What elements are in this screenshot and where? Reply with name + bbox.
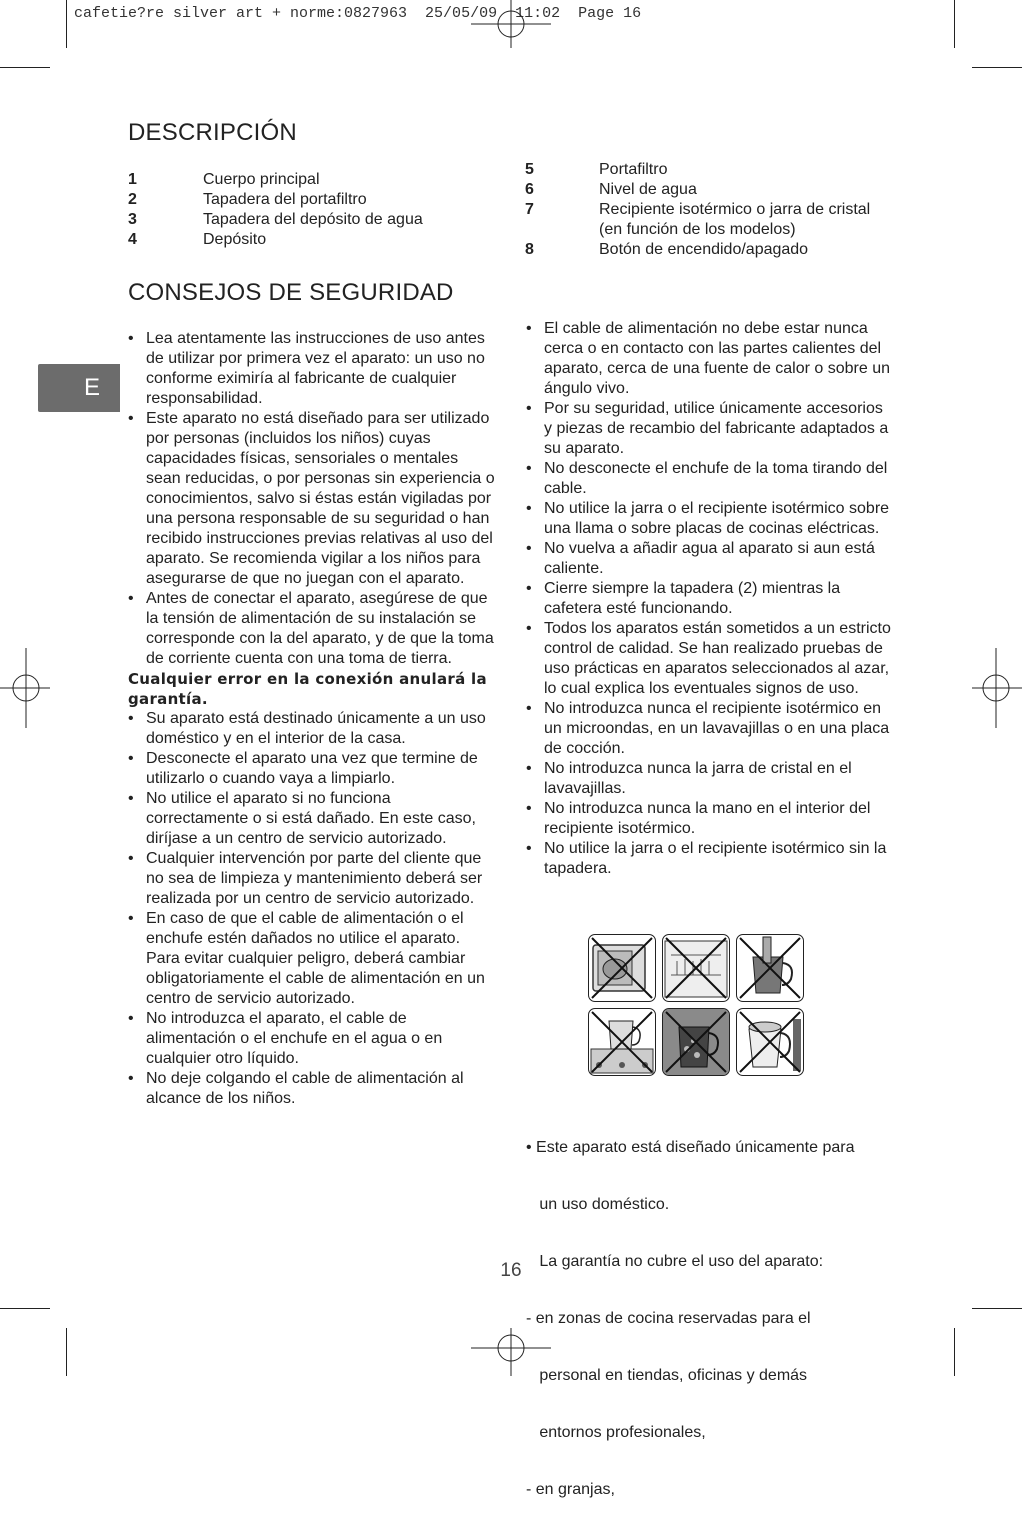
list-item: • No utilice el aparato si no funciona correctamente o si está dañado. En este caso, diríjase a un centro de servicio autorizado. xyxy=(128,789,496,849)
list-item xyxy=(128,190,488,210)
list-item: • Cualquier intervención por parte del cliente que no sea de limpieza y mantenimiento deberá ser realizada por un centro de servicio autorizado. xyxy=(128,849,496,909)
item-number: 1 xyxy=(128,171,137,188)
list-item: • No deje colgando el cable de alimentación al alcance de los niños. xyxy=(128,1069,496,1109)
description-list-right xyxy=(525,160,895,260)
list-item: • No utilice la jarra o el recipiente isotérmico sobre una llama o sobre placas de cocinas eléctricas. xyxy=(526,499,894,539)
note-line: un uso doméstico. xyxy=(526,1196,670,1213)
registration-mark-icon xyxy=(0,648,50,728)
list-item: • El cable de alimentación no debe estar nunca cerca o en contacto con las partes calientes del aparato, cerca de una fuente de calor o sobre un ángulo vivo. xyxy=(526,319,894,399)
item-number: 2 xyxy=(128,191,137,208)
note-line: - en zonas de cocina reservadas para el xyxy=(526,1310,811,1327)
language-tab: E xyxy=(38,364,120,412)
crop-mark xyxy=(954,1328,955,1376)
list-item: • Por su seguridad, utilice únicamente accesorios y piezas de recambio del fabricante adaptados a su aparato. xyxy=(526,399,894,459)
list-item xyxy=(128,230,488,250)
safety-right-column xyxy=(526,319,894,879)
list-item xyxy=(525,180,895,200)
crop-mark xyxy=(0,1308,50,1309)
list-item: • Cierre siempre la tapadera (2) mientras la cafetera esté funcionando. xyxy=(526,579,894,619)
item-number: 5 xyxy=(525,161,534,178)
safety-title: CONSEJOS DE SEGURIDAD xyxy=(128,279,454,306)
description-title: DESCRIPCIÓN xyxy=(128,119,297,146)
note-line: entornos profesionales, xyxy=(526,1424,706,1441)
description-list-left xyxy=(128,170,488,250)
list-item: • Desconecte el aparato una vez que termine de utilizarlo o cuando vaya a limpiarlo. xyxy=(128,749,496,789)
domestic-use-note xyxy=(526,1100,906,1518)
list-item: • No introduzca el aparato, el cable de alimentación o el enchufe en el agua o en cualquier otro líquido. xyxy=(128,1009,496,1069)
list-item xyxy=(525,240,895,260)
note-line: personal en tiendas, oficinas y demás xyxy=(526,1367,808,1384)
list-item xyxy=(525,160,895,180)
list-item: • Su aparato está destinado únicamente a un uso doméstico y en el interior de la casa. xyxy=(128,709,496,749)
list-item: • Lea atentamente las instrucciones de uso antes de utilizar por primera vez el aparato: un uso no conforme eximiría al fabricante de cualquier responsabilidad. xyxy=(128,329,496,409)
crop-mark xyxy=(972,67,1022,68)
item-number: 7 xyxy=(525,201,534,218)
list-item: • Todos los aparatos están sometidos a un estricto control de calidad. Se han realizado pruebas de uso prácticas en aparatos seleccionados al azar, lo cual explica los eventuales signos de uso. xyxy=(526,619,894,699)
item-label: Botón de encendido/apagado xyxy=(599,241,809,258)
crop-mark xyxy=(954,0,955,48)
list-item: • En caso de que el cable de alimentación o el enchufe estén dañados no utilice el aparato. Para evitar cualquier peligro, deberá cambiar obligatoriamente el cable de alimentación en un centro de servicio autorizado. xyxy=(128,909,496,1009)
note-line: La garantía no cubre el uso del aparato: xyxy=(526,1253,824,1270)
item-label: Tapadera del portafiltro xyxy=(203,191,367,208)
list-item xyxy=(525,200,895,240)
jug-without-lid-prohibited-icon xyxy=(736,1008,804,1076)
print-slug: cafetie?re silver art + norme:0827963 25/05/09 11:02 Page 16 xyxy=(74,5,642,22)
glass-jug-dishwasher-prohibited-icon xyxy=(662,1008,730,1076)
crop-mark xyxy=(66,1328,67,1376)
item-label: Portafiltro xyxy=(599,161,668,178)
microwave-prohibited-icon xyxy=(588,934,656,1002)
list-item: • No desconecte el enchufe de la toma tirando del cable. xyxy=(526,459,894,499)
item-label: Tapadera del depósito de agua xyxy=(203,211,423,228)
item-label: Cuerpo principal xyxy=(203,171,320,188)
safety-left-column xyxy=(128,329,496,1109)
item-number: 4 xyxy=(128,231,137,248)
note-line: • Este aparato está diseñado únicamente para xyxy=(526,1139,855,1156)
item-number: 6 xyxy=(525,181,534,198)
stove-prohibited-icon xyxy=(588,1008,656,1076)
crop-mark xyxy=(0,67,50,68)
item-label: Recipiente isotérmico o jarra de cristal (en función de los modelos) xyxy=(599,201,871,238)
dishwasher-prohibited-icon xyxy=(662,934,730,1002)
crop-mark xyxy=(972,1308,1022,1309)
note-line: - en granjas, xyxy=(526,1481,615,1498)
hand-in-jug-prohibited-icon xyxy=(736,934,804,1002)
list-item xyxy=(128,210,488,230)
list-item: • No utilice la jarra o el recipiente isotérmico sin la tapadera. xyxy=(526,839,894,879)
list-item xyxy=(128,170,488,190)
list-item: • No introduzca nunca la jarra de cristal en el lavavajillas. xyxy=(526,759,894,799)
item-label: Depósito xyxy=(203,231,267,248)
list-item: • Antes de conectar el aparato, asegúrese de que la tensión de alimentación de su instalación se corresponde con la del aparato, y de que la toma de corriente cuenta con una toma de tierra. xyxy=(128,589,496,669)
warranty-warning: Cualquier error en la conexión anulará la garantía. xyxy=(128,670,487,708)
list-item: • No introduzca nunca el recipiente isotérmico en un microondas, en un lavavajillas o en una placa de cocción. xyxy=(526,699,894,759)
list-item: • No introduzca nunca la mano en el interior del recipiente isotérmico. xyxy=(526,799,894,839)
item-number: 3 xyxy=(128,211,137,228)
registration-mark-icon xyxy=(471,0,551,48)
list-item: • Este aparato no está diseñado para ser utilizado por personas (incluidos los niños) cuyas capacidades físicas, sensoriales o mentales sean reducidas, o por personas sin experiencia o conocimientos, salvo si éstas están vigiladas por una persona responsable de su seguridad o han recibido instrucciones previas relativas al uso del aparato. Se recomienda vigilar a los niños para asegurarse de que no juegan con el aparato. xyxy=(128,409,496,589)
list-item: • No vuelva a añadir agua al aparato si aun está caliente. xyxy=(526,539,894,579)
registration-mark-icon xyxy=(972,648,1022,728)
page-number: 16 xyxy=(500,1260,522,1281)
item-label: Nivel de agua xyxy=(599,181,697,198)
crop-mark xyxy=(66,0,67,48)
pictogram-grid xyxy=(586,932,808,1080)
item-number: 8 xyxy=(525,241,534,258)
